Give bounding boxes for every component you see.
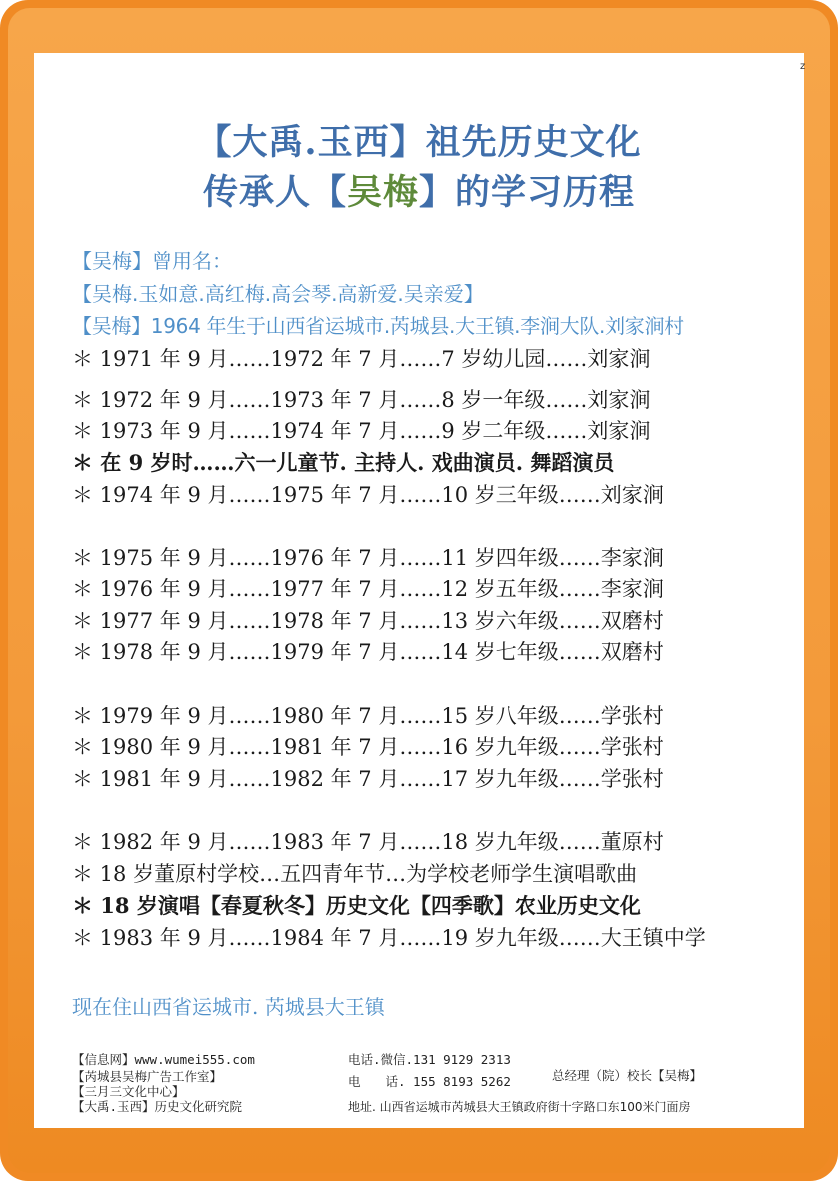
footer-studio: 【芮城县吴梅广告工作室】 bbox=[72, 1069, 223, 1084]
footer-phone-wechat: 电话.微信.131 9129 2313 bbox=[348, 1052, 511, 1067]
footer-website: 【信息网】www.wumei555.com bbox=[72, 1052, 255, 1067]
timeline-entry: ＊ 1981 年 9 月……1982 年 7 月……17 岁九年级……学张村 bbox=[72, 767, 664, 791]
timeline-entry: ＊ 1983 年 9 月……1984 年 7 月……19 岁九年级……大王镇中学 bbox=[72, 926, 706, 950]
timeline-entry: ＊ 1976 年 9 月……1977 年 7 月……12 岁五年级……李家涧 bbox=[72, 577, 664, 601]
footer-manager: 总经理（院）校长【吴梅】 bbox=[552, 1068, 703, 1083]
alias-names: 【吴梅.玉如意.高红梅.高会琴.高新爱.吴亲爱】 bbox=[72, 282, 484, 306]
timeline-entry: ＊ 1972 年 9 月……1973 年 7 月……8 岁一年级……刘家涧 bbox=[72, 388, 651, 412]
document-page bbox=[34, 53, 804, 1128]
title-line-1: 【大禹.玉西】祖先历史文化 bbox=[196, 122, 642, 163]
timeline-entry: ＊ 1977 年 9 月……1978 年 7 月……13 岁六年级……双磨村 bbox=[72, 609, 664, 633]
current-residence: 现在住山西省运城市. 芮城县大王镇 bbox=[72, 995, 385, 1019]
footer-institute: 【大禹.玉西】历史文化研究院 bbox=[72, 1099, 243, 1114]
timeline-entry: ＊ 1980 年 9 月……1981 年 7 月……16 岁九年级……学张村 bbox=[72, 735, 664, 759]
timeline-entry: ＊ 1974 年 9 月……1975 年 7 月……10 岁三年级……刘家涧 bbox=[72, 483, 664, 507]
timeline-entry: ＊ 1979 年 9 月……1980 年 7 月……15 岁八年级……学张村 bbox=[72, 704, 664, 728]
title-line-2-pre: 传承人【 bbox=[202, 172, 347, 213]
timeline-entry: ＊ 1971 年 9 月……1972 年 7 月……7 岁幼儿园……刘家涧 bbox=[72, 347, 651, 371]
timeline-entry: ＊ 1978 年 9 月……1979 年 7 月……14 岁七年级……双磨村 bbox=[72, 640, 664, 664]
timeline-entry: ＊ 在 9 岁时……六一儿童节. 主持人. 戏曲演员. 舞蹈演员 bbox=[72, 450, 615, 475]
corner-mark: z bbox=[800, 61, 806, 72]
timeline-entry: ＊ 1975 年 9 月……1976 年 7 月……11 岁四年级……李家涧 bbox=[72, 546, 664, 570]
timeline-entry: ＊ 18 岁董原村学校…五四青年节…为学校老师学生演唱歌曲 bbox=[72, 862, 638, 886]
timeline-entry: ＊ 1973 年 9 月……1974 年 7 月……9 岁二年级……刘家涧 bbox=[72, 419, 651, 443]
footer-phone: 电 话. 155 8193 5262 bbox=[348, 1074, 511, 1089]
alias-label: 【吴梅】曾用名： bbox=[72, 249, 232, 273]
title-line-2 bbox=[34, 165, 804, 215]
footer-address: 地址. 山西省运城市芮城县大王镇政府街十字路口东100米门面房 bbox=[348, 1100, 691, 1114]
timeline-entry: ＊ 1982 年 9 月……1983 年 7 月……18 岁九年级……董原村 bbox=[72, 830, 664, 854]
title-name: 吴梅 bbox=[346, 172, 419, 213]
title-line-2-post: 】的学习历程 bbox=[419, 172, 636, 213]
footer-culture-center: 【三月三文化中心】 bbox=[72, 1084, 185, 1099]
timeline-entry: ＊ 18 岁演唱【春夏秋冬】历史文化【四季歌】农业历史文化 bbox=[72, 893, 641, 918]
birth-info: 【吴梅】1964 年生于山西省运城市.芮城县.大王镇.李涧大队.刘家涧村 bbox=[72, 314, 684, 338]
